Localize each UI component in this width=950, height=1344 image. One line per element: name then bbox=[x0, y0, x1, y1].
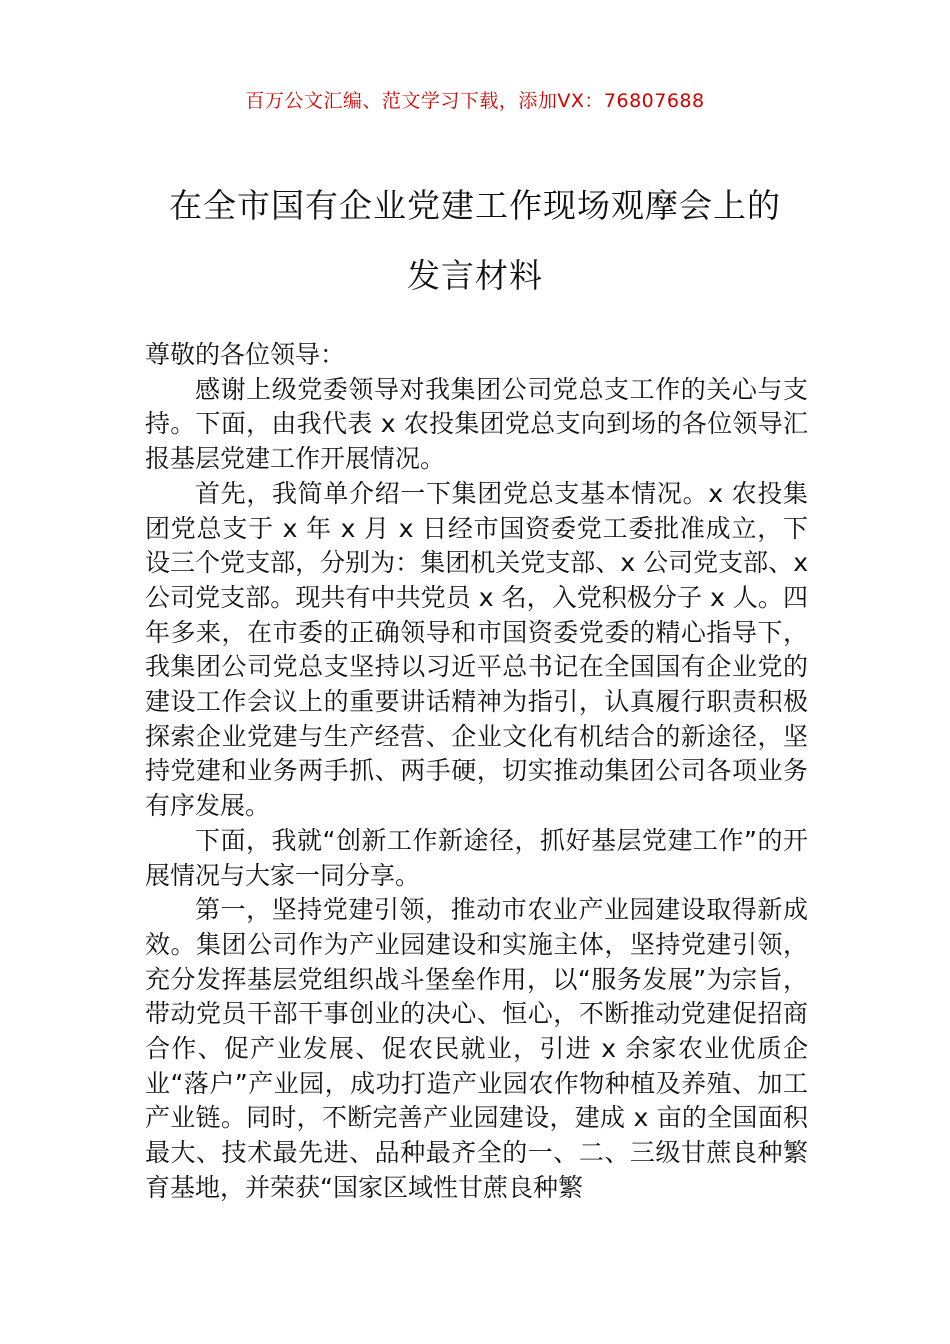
paragraph-first-point: 第一，坚持党建引领，推动市农业产业园建设取得新成效。集团公司作为产业园建设和实施主体，坚持党建引领，充分发挥基层党组织战斗堡垒作用，以“服务发展”为宗旨，带动党员干部干事创业的决心、恒心，不断推动党建促招商合作、促产业发展、促农民就业，引进 x 余家农业优质企业“落户”产业园，成功打造产业园农作物种植及养殖、加工产业链。同时，不断完善产业园建设，建成 x 亩的全国面积最大、技术最先进、品种最齐全的一、二、三级甘蔗良种繁育基地，并荣获“国家区域性甘蔗良种繁 bbox=[145, 895, 808, 1202]
document-title-line-2: 发言材料 bbox=[407, 256, 543, 295]
promo-banner: 百万公文汇编、范文学习下载，添加VX：76807688 bbox=[245, 90, 705, 112]
document-title-line-1: 在全市国有企业党建工作现场观摩会上的 bbox=[169, 186, 781, 225]
paragraph-overview: 首先，我简单介绍一下集团党总支基本情况。x 农投集团党总支于 x 年 x 月 x 日经市国资委党工委批准成立，下设三个党支部，分别为：集团机关党支部、x 公司党支部、x 公司党支部。现共有中共党员 x 名，入党积极分子 x 人。四年多来，在市委的正确领导和市国资委党委的精心指导下，我集团公司党总支坚持以习近平总书记在全国国有企业党的建设工作会议上的重要讲话精神为指引，认真履行职责积极探索企业党建与生产经营、企业文化有机结合的新途径，坚持党建和业务两手抓、两手硬，切实推动集团公司各项业务有序发展。 bbox=[145, 478, 808, 821]
paragraph-thanks: 感谢上级党委领导对我集团公司党总支工作的关心与支持。下面，由我代表 x 农投集团党总支向到场的各位领导汇报基层党建工作开展情况。 bbox=[145, 374, 808, 474]
document-body bbox=[145, 338, 808, 1206]
salutation: 尊敬的各位领导： bbox=[145, 340, 346, 369]
paragraph-intro: 下面，我就“创新工作新途径，抓好基层党建工作”的开展情况与大家一同分享。 bbox=[145, 825, 808, 890]
